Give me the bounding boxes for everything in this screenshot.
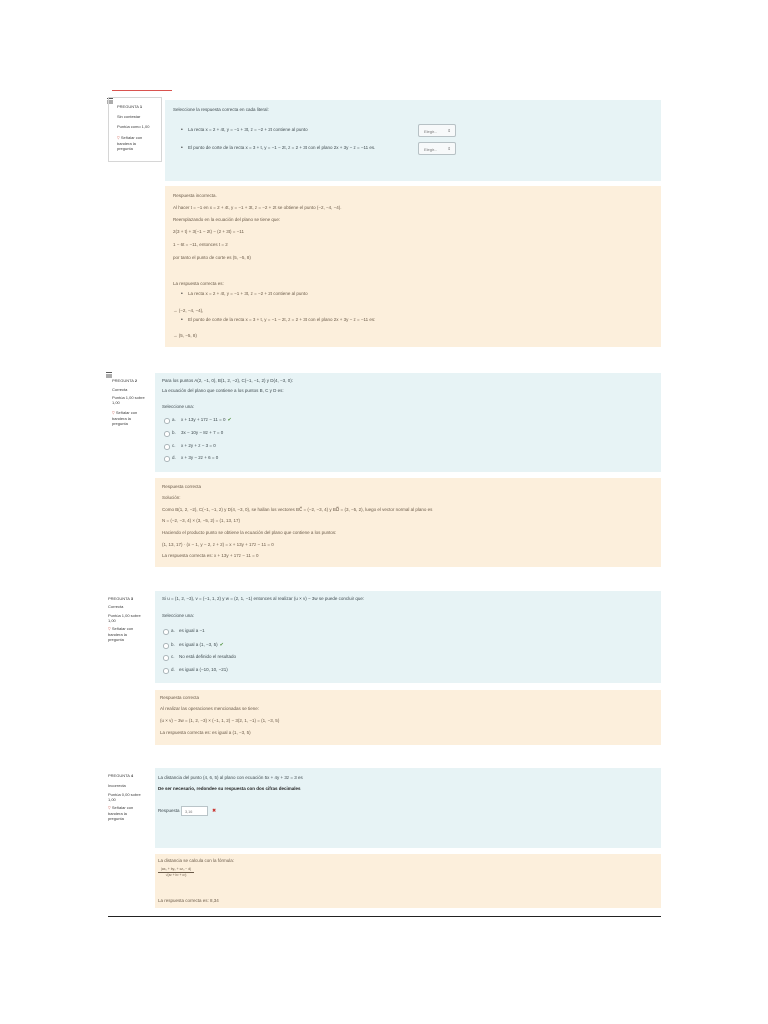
question-grade: Puntúa 1,00 sobre 1,00 (108, 613, 141, 623)
feedback-line: (u × v) − 3w = (1, 2, −3) × (−1, 1, 2) − 3(2, 1, −1) = (1, −3, 5) (160, 718, 280, 723)
bullet: • (181, 291, 183, 297)
question-prompt: La distancia del punto (4, 6, 5) al plano con ecuación 5x + 4y + 3z = 3 es (158, 775, 303, 780)
feedback-line: 1 − 6t = −11, entonces t = 2 (173, 242, 228, 247)
select-arrow-icon: ⇕ (447, 128, 451, 133)
question-instruction: De ser necesario, redondee su respuesta con dos cifras decimales (158, 786, 301, 791)
correct-answer: La respuesta correcta es: x + 13y + 17z − 11 = 0 (162, 553, 259, 558)
question-prompt: Para los puntos A(2, −1, 0), B(1, 2, −2), C(−1, −1, 2) y D(4, −3, 0): (162, 378, 293, 383)
check-icon: ✔ (219, 642, 224, 648)
bullet: • (181, 127, 183, 133)
question-label: PREGUNTA (108, 773, 130, 778)
question-state: Incorrecta (108, 783, 126, 788)
answer-input[interactable] (181, 806, 208, 816)
option-radio-a[interactable] (163, 629, 169, 635)
correct-answer-text: La recta x = 2 + 4t, y = −1 + 3t, z = −2 + 2t contiene al punto (188, 291, 308, 296)
option-a[interactable]: es igual a −1 (179, 628, 205, 633)
flag-question-label: Señalar con bandera la pregunta (112, 410, 138, 426)
option-radio-a[interactable] (164, 418, 170, 424)
flag-question-label: Señalar con bandera la pregunta (108, 626, 134, 642)
question-number (108, 596, 133, 601)
flag-icon: ▽ (112, 411, 115, 415)
question-feedback-1 (165, 186, 661, 347)
flag-question-link[interactable] (112, 410, 144, 426)
option-letter: b. (172, 430, 176, 435)
option-a[interactable] (181, 417, 232, 423)
select-value: Elegir... (424, 146, 438, 152)
select-one-label: Seleccione una: (162, 613, 195, 618)
feedback-line: por tanto el punto de corte es (5, −5, 8) (173, 255, 251, 260)
answer-label: Respuesta (158, 808, 180, 813)
subquestion-text: El punto de corte de la recta x = 3 + t, y = −1 − 2t, z = 2 + 3t con el plano 2x + 3y − z = −11 es. (188, 145, 376, 150)
check-icon: ✔ (227, 417, 232, 423)
question-state: Correcta (112, 387, 128, 392)
question-info-4 (107, 770, 153, 826)
option-text: x + 13y + 17z − 11 = 0 (181, 417, 226, 422)
flag-icon: ▽ (108, 806, 111, 810)
correct-answer-value: → (5, −5, 8) (173, 333, 197, 338)
flag-question-label: Señalar con bandera la pregunta (108, 805, 134, 821)
option-letter: d. (172, 455, 176, 460)
incorrect-icon-wrap (212, 808, 216, 814)
question-number-value: 2 (134, 378, 138, 383)
feedback-line: N = (−2, −3, 4) × (3, −5, 2) = (1, 13, 17) (162, 518, 241, 523)
feedback-status: Respuesta correcta (162, 484, 202, 489)
question-grade: Puntúa como 1,00 (117, 124, 150, 129)
subquestion-text: La recta x = 2 + 4t, y = −1 + 3t, z = −2 + 2t contiene al punto (188, 127, 308, 132)
option-radio-b[interactable] (164, 431, 170, 437)
feedback-line: Como B(1, 2, −2), C(−1, −1, 2) y D(4, −3, 0), se hallan los vectores BC⃗ = (−2, −3, 4) y BD⃗ = (3, −5, 2), luego el vector normal al plano es (162, 507, 433, 512)
option-radio-d[interactable] (164, 456, 170, 462)
feedback-line: Al hacer t = −1 en x = 2 + 4t, y = −1 + 3t, z = −2 + 2t se obtiene el punto (−2, −4, −4). (173, 205, 342, 210)
bullet: • (181, 317, 183, 323)
question-info-2 (107, 372, 153, 432)
answer-select-1[interactable] (418, 124, 456, 137)
distance-formula (158, 867, 194, 877)
correct-answer: La respuesta correcta es: es igual a (1, −3, 5) (160, 730, 251, 735)
bullet: • (181, 145, 183, 151)
option-b[interactable]: 3x − 10y − 8z + 7 = 0 (181, 430, 224, 435)
question-feedback-3 (155, 690, 661, 745)
option-c[interactable]: x + 2y + z − 3 = 0 (181, 443, 216, 448)
question-number-value: 4 (130, 773, 134, 778)
flag-question-link[interactable] (108, 805, 140, 821)
correct-answer-intro: La respuesta correcta es: (173, 281, 224, 286)
option-letter: d. (171, 667, 175, 672)
question-number (112, 378, 137, 383)
feedback-line: Reemplazando en la ecuación del plano se tiene que: (173, 217, 281, 222)
option-letter: c. (171, 654, 175, 659)
flag-icon: ▽ (108, 627, 111, 631)
option-c[interactable]: No está definido el resultado (179, 654, 237, 659)
option-d[interactable]: es igual a (−10, 10, −21) (179, 667, 228, 672)
question-formulation-2 (155, 373, 661, 472)
question-feedback-2 (155, 478, 661, 567)
option-radio-b[interactable] (163, 643, 169, 649)
option-letter: b. (171, 642, 175, 647)
option-letter: a. (172, 417, 176, 422)
correct-answer-text: El punto de corte de la recta x = 3 + t, y = −1 − 2t, z = 2 + 3t con el plano 2x + 3y − z = −11 es: (188, 317, 376, 322)
formula-denominator: √(a² + b² + c²) (165, 873, 187, 878)
feedback-line: (1, 13, 17) · (x − 1, y − 2, z + 2) = x + 13y + 17z − 11 = 0 (162, 542, 274, 547)
question-grade: Puntúa 1,00 sobre 1,00 (112, 395, 145, 405)
flag-question-link[interactable] (117, 135, 149, 151)
question-formulation-3 (155, 591, 661, 683)
question-info-3 (107, 592, 155, 652)
select-one-label: Seleccione una: (162, 404, 195, 409)
select-arrow-icon: ⇕ (447, 146, 451, 151)
question-info-1 (108, 97, 162, 162)
option-radio-c[interactable] (164, 444, 170, 450)
question-number (117, 104, 142, 109)
question-state: Correcta (108, 604, 124, 609)
select-value: Elegir... (424, 128, 438, 134)
feedback-line: 2(3 + t) + 3(−1 − 2t) − (2 + 3t) = −11 (173, 229, 244, 234)
formula-numerator: |ax₀ + by₀ + cz₀ − d| (160, 867, 191, 871)
question-prompt: Si u = (1, 2, −3), v = (−1, 1, 2) y w = (2, 1, −1) entonces al realizar (u × v) − 3w se puede concluir que: (162, 596, 365, 601)
feedback-line: Haciendo el producto punto se obtiene la ecuación del plano que contiene a los puntos: (162, 530, 337, 535)
answer-input-value: 3,16 (185, 809, 193, 814)
question-state: Sin contestar (117, 114, 141, 119)
feedback-intro: La distancia se calcula con la fórmula: (158, 858, 235, 863)
bottom-rule (108, 916, 661, 917)
question-label: PREGUNTA (117, 104, 139, 109)
feedback-status: Respuesta correcta (160, 695, 200, 700)
option-b[interactable] (179, 642, 224, 648)
feedback-line: Al realizar las operaciones mencionadas se tiene: (160, 706, 260, 711)
question-number-value: 3 (130, 596, 134, 601)
feedback-line: Solución: (162, 495, 181, 500)
question-feedback-4 (155, 854, 661, 908)
flag-question-link[interactable] (108, 626, 140, 642)
question-number-value: 1 (139, 104, 143, 109)
question-prompt: Seleccione la respuesta correcta en cada literal: (173, 107, 269, 112)
answer-select-2[interactable] (418, 142, 456, 155)
question-prompt: La ecuación del plano que contiene a los puntos B, C y D es: (162, 388, 284, 393)
question-formulation-1 (165, 100, 661, 181)
question-number (108, 773, 133, 778)
option-letter: c. (172, 443, 176, 448)
question-formulation-4 (155, 768, 661, 848)
feedback-status: Respuesta incorrecta. (173, 193, 217, 198)
option-radio-d[interactable] (163, 668, 169, 674)
option-radio-c[interactable] (163, 655, 169, 661)
cross-icon: ✖ (212, 808, 217, 814)
option-letter: a. (171, 628, 175, 633)
correct-answer-value: → (−2, −4, −4), (173, 308, 204, 313)
top-accent-rule (112, 90, 172, 91)
question-grade: Puntúa 0,00 sobre 1,00 (108, 792, 141, 802)
option-d[interactable]: x + 3y − 2z + 6 = 0 (181, 455, 219, 460)
option-text: es igual a (1, −3, 5) (179, 642, 218, 647)
question-label: PREGUNTA (112, 378, 134, 383)
question-label: PREGUNTA (108, 596, 130, 601)
correct-answer: La respuesta correcta es: 8,34 (158, 898, 219, 903)
flag-icon: ▽ (117, 136, 120, 140)
flag-question-label: Señalar con bandera la pregunta (117, 135, 143, 151)
